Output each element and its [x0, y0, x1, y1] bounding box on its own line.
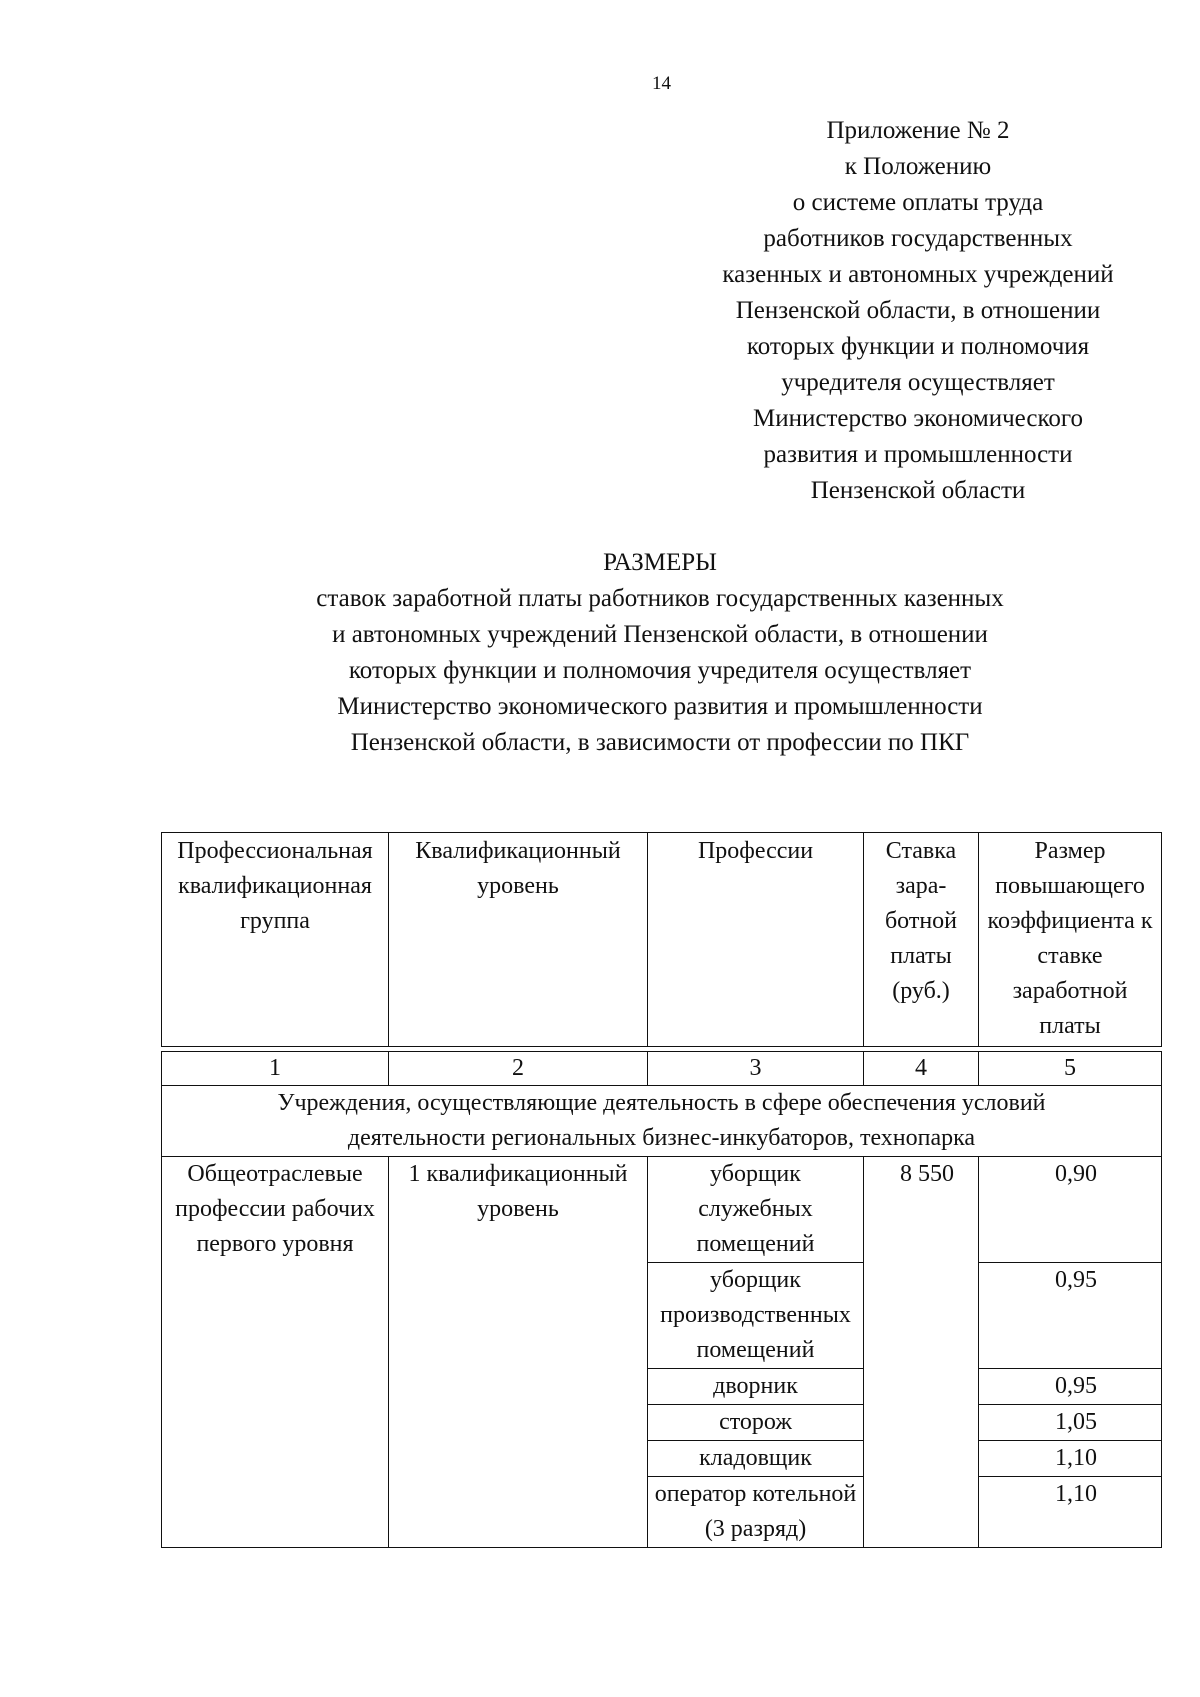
appendix-line: казенных и автономных учреждений [722, 261, 1114, 288]
header-level: Квалификационный уровень [389, 833, 648, 1047]
coefficient-cell: 0,95 [979, 1263, 1162, 1369]
profession-cell: оператор котельной (3 разряд) [648, 1477, 864, 1548]
header-professions: Профессии [648, 833, 864, 1047]
coefficient-cell: 0,90 [979, 1157, 1162, 1263]
profession-cell: уборщик служебных помещений [648, 1157, 864, 1263]
column-number: 1 [162, 1052, 389, 1086]
appendix-line: которых функции и полномочия [746, 333, 1090, 360]
appendix-line: Пензенской области, в отношении [735, 297, 1101, 324]
coefficient-cell: 1,05 [979, 1405, 1162, 1441]
appendix-line: учредителя осуществляет [781, 369, 1055, 396]
coefficient-cell: 1,10 [979, 1477, 1162, 1548]
profession-cell: кладовщик [648, 1441, 864, 1477]
appendix-line: развития и промышленности [763, 441, 1073, 468]
appendix-line: Министерство экономического [753, 405, 1083, 432]
profession-cell: уборщик производственных помещений [648, 1263, 864, 1369]
group-cell: Общеотраслевые профессии рабочих первого уровня [162, 1157, 389, 1548]
appendix-line: Приложение № 2 [826, 117, 1010, 144]
column-number: 3 [648, 1052, 864, 1086]
column-numbers-row [162, 1052, 1162, 1086]
header-group: Профессиональная квалификационная группа [162, 833, 389, 1047]
appendix-line: к Положению [844, 153, 992, 180]
salary-table [161, 832, 1162, 1548]
column-number: 5 [979, 1052, 1162, 1086]
section-row [162, 1086, 1162, 1157]
table-row [162, 1157, 1162, 1263]
section-title: Учреждения, осуществляющие деятельность в сфере обеспечения условий деятельности региональных бизнес-инкубаторов, технопарка [162, 1086, 1162, 1157]
rate-cell: 8 550 [864, 1157, 979, 1548]
table-header-row [162, 833, 1162, 1047]
profession-cell: сторож [648, 1405, 864, 1441]
title-line: Пензенской области, в зависимости от профессии по ПКГ [350, 729, 970, 756]
title-line: Министерство экономического развития и промышленности [337, 693, 983, 720]
column-number: 2 [389, 1052, 648, 1086]
column-number: 4 [864, 1052, 979, 1086]
title-line: и автономных учреждений Пензенской области, в отношении [332, 621, 988, 648]
page-number: 14 [652, 73, 671, 94]
appendix-header [640, 113, 1196, 509]
title-line: которых функции и полномочия учредителя осуществляет [348, 657, 972, 684]
appendix-line: работников государственных [763, 225, 1073, 252]
coefficient-cell: 1,10 [979, 1441, 1162, 1477]
document-title [190, 545, 1130, 761]
profession-cell: дворник [648, 1369, 864, 1405]
appendix-line: о системе оплаты труда [792, 189, 1044, 216]
header-coefficient: Размер повышающего коэффициента к ставке заработной платы [979, 833, 1162, 1047]
appendix-line: Пензенской области [810, 477, 1026, 504]
coefficient-cell: 0,95 [979, 1369, 1162, 1405]
level-cell: 1 квалификационный уровень [389, 1157, 648, 1548]
title-heading: РАЗМЕРЫ [603, 549, 717, 576]
header-rate: Ставка зара-ботной платы (руб.) [864, 833, 979, 1047]
title-line: ставок заработной платы работников государственных казенных [316, 585, 1004, 612]
